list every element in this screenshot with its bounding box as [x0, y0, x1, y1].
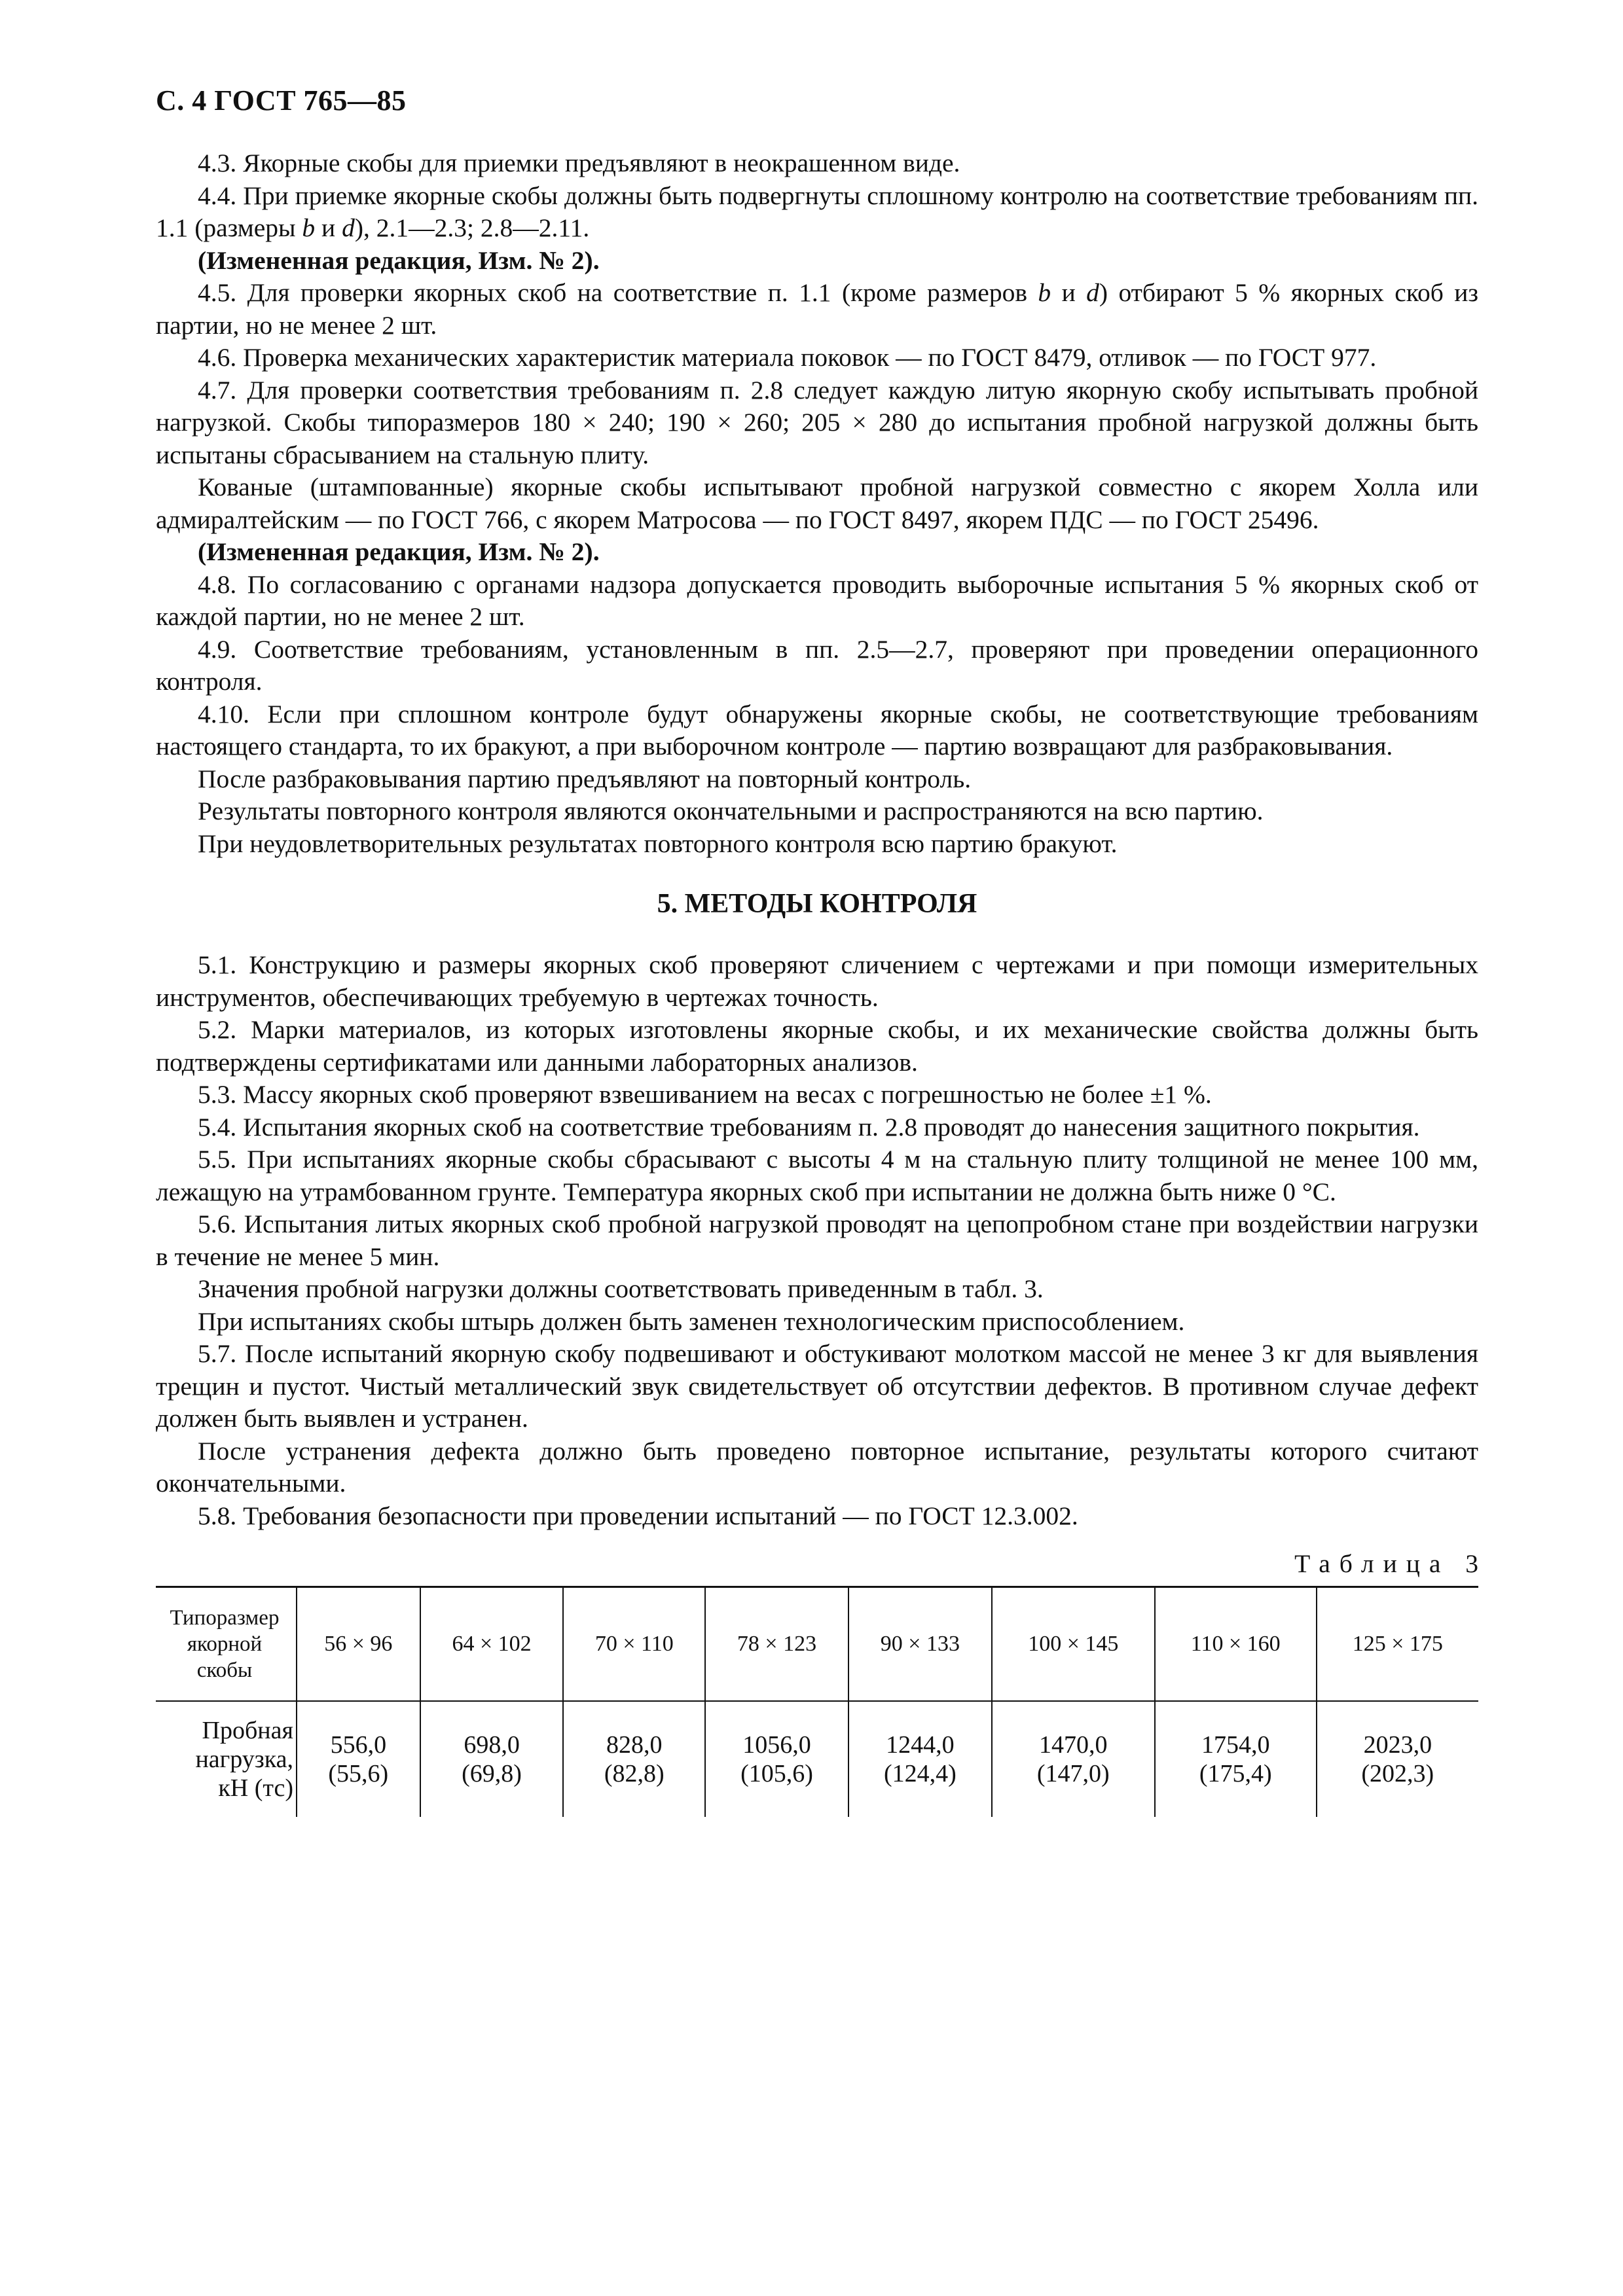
dimension-symbol: b: [302, 213, 316, 242]
paragraph: Результаты повторного контроля являются окончательными и распространяются на всю партию.: [198, 797, 1264, 825]
load-cell: [992, 1701, 1155, 1817]
dimension-symbol: b: [1038, 278, 1051, 307]
paragraph: 4.6. Проверка механических характеристик материала поковок — по ГОСТ 8479, отливок — по ГОСТ 977.: [198, 343, 1377, 372]
paragraph: 5.5. При испытаниях якорные скобы сбрасывают с высоты 4 м на стальную плиту толщиной не менее 100 мм, лежащую на утрамбованном грунте. Температура якорных скоб при испытании не должна быть ниже 0 °С.: [156, 1145, 1478, 1206]
load-kn: 698,0: [464, 1731, 520, 1759]
row-header-line: Типоразмер: [170, 1605, 280, 1630]
paragraph: После устранения дефекта должно быть проведено повторное испытание, результаты которого считают окончательными.: [156, 1436, 1478, 1498]
row-header-line: нагрузка,: [195, 1745, 293, 1773]
paragraph: При неудовлетворительных результатах повторного контроля всю партию бракуют.: [198, 829, 1118, 858]
size-cell: 100 × 145: [992, 1587, 1155, 1701]
row-header-line: кН (тс): [218, 1774, 293, 1802]
size-cell: 70 × 110: [563, 1587, 705, 1701]
paragraph: 5.7. После испытаний якорную скобу подвешивают и обстукивают молотком массой не менее 3 кг для выявления трещин и пустот. Чистый металлический звук свидетельствует об отсутствии дефектов. В противном случае дефект должен быть выявлен и устранен.: [156, 1339, 1478, 1433]
paragraph: 5.1. Конструкцию и размеры якорных скоб проверяют сличением с чертежами и при помощи измерительных инструментов, обеспечивающих требуемую в чертежах точность.: [156, 950, 1478, 1012]
load-kn: 556,0: [330, 1731, 387, 1759]
table-caption: Таблица 3: [1294, 1549, 1487, 1578]
load-cell: [420, 1701, 564, 1817]
paragraph: 4.3. Якорные скобы для приемки предъявляют в неокрашенном виде.: [198, 149, 960, 177]
table-header-row: [156, 1587, 1478, 1701]
load-tc: (82,8): [604, 1759, 665, 1787]
size-cell: 56 × 96: [297, 1587, 420, 1701]
load-cell: [1317, 1701, 1478, 1817]
load-cell: [563, 1701, 705, 1817]
load-kn: 1056,0: [742, 1731, 811, 1759]
size-cell: 110 × 160: [1155, 1587, 1317, 1701]
load-tc: (175,4): [1199, 1759, 1272, 1787]
revision-note: (Измененная редакция, Изм. № 2).: [198, 245, 600, 275]
paragraph: 5.4. Испытания якорных скоб на соответствие требованиям п. 2.8 проводят до нанесения защитного покрытия.: [198, 1112, 1420, 1141]
paragraph: 5.6. Испытания литых якорных скоб пробной нагрузкой проводят на цепопробном стане при воздействии нагрузки в течение не менее 5 мин.: [156, 1210, 1478, 1271]
paragraph: После разбраковывания партию предъявляют на повторный контроль.: [198, 764, 972, 793]
row-header-line: скобы: [196, 1658, 253, 1682]
paragraph: Кованые (штампованные) якорные скобы испытывают пробной нагрузкой совместно с якорем Холла или адмиралтейским — по ГОСТ 766, с якорем Матросова — по ГОСТ 8497, якорем ПДС — по ГОСТ 25496.: [156, 473, 1478, 534]
load-tc: (147,0): [1036, 1759, 1110, 1787]
load-tc: (202,3): [1361, 1759, 1434, 1787]
load-cell: [297, 1701, 420, 1817]
paragraph: 5.3. Массу якорных скоб проверяют взвешиванием на весах с погрешностью не более ±1 %.: [198, 1080, 1212, 1109]
dimension-symbol: d: [342, 213, 355, 242]
section-4-text: [156, 147, 1478, 860]
dimension-symbol: d: [1086, 278, 1099, 307]
load-kn: 828,0: [606, 1731, 663, 1759]
table-3: [156, 1586, 1478, 1817]
paragraph: При испытаниях скобы штырь должен быть заменен технологическим приспособлением.: [198, 1306, 1185, 1336]
load-tc: (124,4): [883, 1759, 957, 1787]
load-kn: 1244,0: [886, 1731, 955, 1759]
load-cell: [848, 1701, 992, 1817]
table-row-load: [156, 1701, 1478, 1817]
paragraph: Значения пробной нагрузки должны соответствовать приведенным в табл. 3.: [198, 1274, 1044, 1303]
row-header-size: [156, 1587, 297, 1701]
page-header: С. 4 ГОСТ 765—85: [156, 84, 407, 117]
load-tc: (105,6): [740, 1759, 813, 1787]
section-title: 5. МЕТОДЫ КОНТРОЛЯ: [657, 889, 977, 919]
load-kn: 1754,0: [1201, 1731, 1270, 1759]
paragraph: 4.4. При приемке якорные скобы должны быть подвергнуты сплошному контролю на соответствие требованиям пп. 1.1 (размеры b и d), 2.1—2.3; 2.8—2.11.: [156, 181, 1478, 242]
size-cell: 64 × 102: [420, 1587, 564, 1701]
section-5-text: [156, 949, 1478, 1532]
load-cell: [705, 1701, 848, 1817]
paragraph: 4.8. По согласованию с органами надзора допускается проводить выборочные испытания 5 % якорных скоб от каждой партии, но не менее 2 шт.: [156, 569, 1478, 631]
row-header-line: Пробная: [202, 1716, 293, 1744]
load-tc: (69,8): [462, 1759, 522, 1787]
size-cell: 78 × 123: [705, 1587, 848, 1701]
load-kn: 2023,0: [1363, 1731, 1432, 1759]
paragraph: 5.2. Марки материалов, из которых изготовлены якорные скобы, и их механические свойства должны быть подтверждены сертификатами или данными лабораторных анализов.: [156, 1015, 1478, 1077]
row-header-load: [156, 1701, 297, 1817]
revision-note: (Измененная редакция, Изм. № 2).: [198, 537, 600, 566]
paragraph: 4.10. Если при сплошном контроле будут обнаружены якорные скобы, не соответствующие требованиям настоящего стандарта, то их бракуют, а при выборочном контроле — партию возвращают для разбраковывания.: [156, 699, 1478, 761]
paragraph: 4.7. Для проверки соответствия требованиям п. 2.8 следует каждую литую якорную скобу испытывать пробной нагрузкой. Скобы типоразмеров 180 × 240; 190 × 260; 205 × 280 до испытания пробной нагрузкой должны быть испытаны сбрасыванием на стальную плиту.: [156, 375, 1478, 469]
load-tc: (55,6): [328, 1759, 389, 1787]
size-cell: 125 × 175: [1317, 1587, 1478, 1701]
paragraph: 4.5. Для проверки якорных скоб на соответствие п. 1.1 (кроме размеров b и d) отбирают 5 % якорных скоб из партии, но не менее 2 шт.: [156, 278, 1479, 340]
load-kn: 1470,0: [1039, 1731, 1108, 1759]
load-cell: [1155, 1701, 1317, 1817]
row-header-line: якорной: [187, 1632, 263, 1656]
paragraph: 4.9. Соответствие требованиям, установленным в пп. 2.5—2.7, проверяют при проведении операционного контроля.: [156, 634, 1478, 696]
document-body: [156, 147, 1487, 1817]
size-cell: 90 × 133: [848, 1587, 992, 1701]
paragraph: 5.8. Требования безопасности при проведении испытаний — по ГОСТ 12.3.002.: [198, 1501, 1078, 1530]
